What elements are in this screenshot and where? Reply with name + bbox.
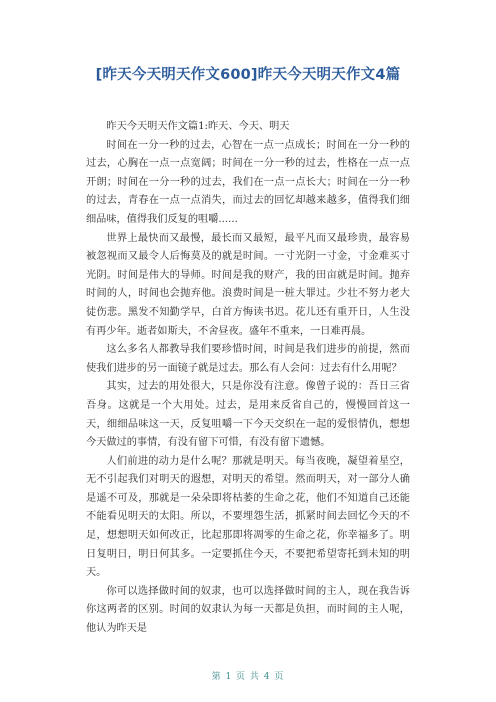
paragraph: 这么多名人都教导我们要珍惜时间，时间是我们进步的前提，然而使我们进步的另一面镜子就是过去。那么有人会问：过去有什么用呢？	[86, 344, 410, 374]
paragraph: 世界上最快而又最慢，最长而又最短，最平凡而又最珍贵，最容易被忽视而又最令人后悔莫及的就是时间。一寸光阴一寸金，寸金难买寸光阴。时间是伟大的导师。时间是我的财产，我的田亩就是时间。抛弃时间的人，时间也会抛弃他。浪费时间是一桩大罪过。少壮不努力老大徒伤悲。黑发不知勤学早，白首方悔读书迟。花儿还有重开日，人生没有再少年。逝者如斯夫，不舍昼夜。盛年不重来，一日难再晨。	[86, 232, 410, 337]
paragraph: 时间在一分一秒的过去，心智在一点一点成长；时间在一分一秒的过去，心胸在一点一点宽阔；时间在一分一秒的过去，性格在一点一点开朗；时间在一分一秒的过去，我们在一点一点长大；时间在一分一秒的过去，青春在一点一点消失，而过去的回忆却越来越多，值得我们细细品味，值得我们反复的咀嚼......	[86, 139, 410, 225]
page-number-footer: 第 1 页 共 4 页	[211, 672, 285, 682]
paragraph: 人们前进的动力是什么呢？那就是明天。每当夜晚，凝望着星空，无不引起我们对明天的遐想，对明天的希望。然而明天，对一部分人确是遥不可及，那就是一朵朵即将枯萎的生命之花，他们不知道自己还能不能看见明天的太阳。所以，不要埋怨生活，抓紧时间去回忆今天的不足，想想明天如何改正，比起那即将凋零的生命之花，你幸福多了。明日复明日，明日何其多。一定要抓住今天，不要把希望寄托到未知的明天。	[86, 455, 410, 579]
document-title: [昨天今天明天作文600]昨天今天明天作文4篇	[95, 67, 401, 83]
paragraph-subtitle: 昨天今天明天作文篇1:昨天、今天、明天	[106, 121, 290, 132]
paragraph: 你可以选择做时间的奴隶，也可以选择做时间的主人，现在我告诉你这两者的区别。时间的奴隶认为每一天都是负担，而时间的主人呢，他认为昨天是	[86, 585, 410, 635]
paragraph: 其实，过去的用处很大，只是你没有注意。像曾子说的：吾日三省吾身。这就是一个大用处。过去，是用来反省自己的，慢慢回首这一天，细细品味这一天，反复咀嚼一下今天交织在一起的爱恨情仇，想想今天做过的事情，有没有留下可惜，有没有留下遗憾。	[86, 381, 410, 449]
document-body	[86, 118, 410, 639]
